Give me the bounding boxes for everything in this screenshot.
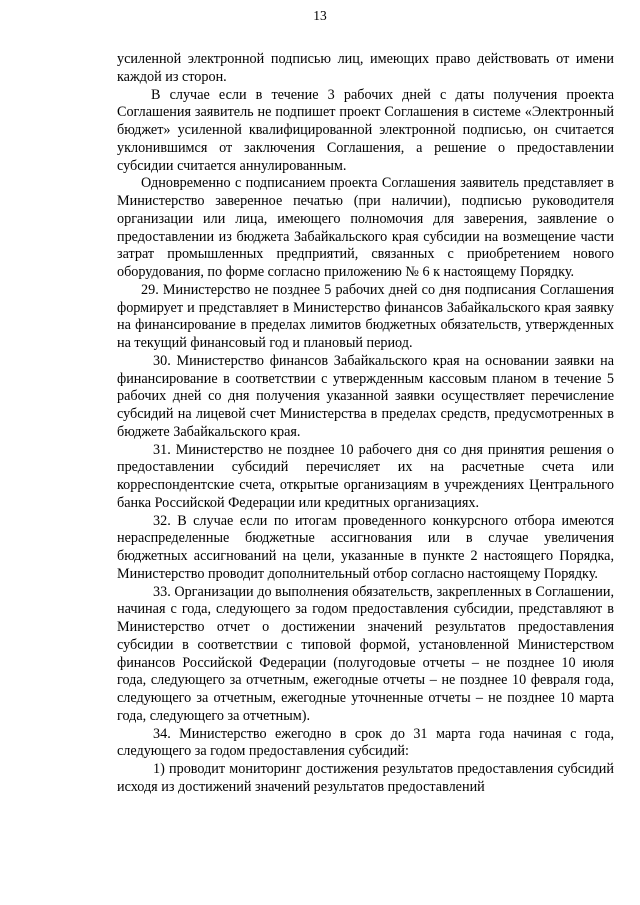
paragraph: 32. В случае если по итогам проведенного конкурсного отбора имеются нераспределенные бюджетные ассигнования или в случае увеличения бюджетных ассигнований на цели, указанные в пункте 2 настоящего Порядка, Министерство проводит дополнительный отбор согласно настоящему Порядку. (117, 512, 614, 582)
document-body (117, 51, 614, 797)
paragraph: В случае если в течение 3 рабочих дней с даты получения проекта Соглашения заявитель не подпишет проект Соглашения в системе «Электронный бюджет» усиленной квалифицированной электронной подписью, он считается уклонившимся от заключения Соглашения, а решение о предоставлении субсидии считается аннулированным. (117, 86, 614, 174)
paragraph: 30. Министерство финансов Забайкальского края на основании заявки на финансирование в соответствии с утвержденным кассовым планом в течение 5 рабочих дней со дня получения указанной заявки осуществляет перечисление субсидий на лицевой счет Министерства в пределах средств, предусмотренных в бюджете Забайкальского края. (117, 352, 614, 440)
page-number: 13 (313, 8, 327, 23)
paragraph: Одновременно с подписанием проекта Соглашения заявитель представляет в Министерство заверенное печатью (при наличии), подписью руководителя организации или лица, имеющего полномочия для заверения, заявление о предоставлении из бюджета Забайкальского края субсидии на возмещение части затрат промышленных предприятий, связанных с приобретением нового оборудования, по форме согласно приложению № 6 к настоящему Порядку. (117, 175, 614, 280)
paragraph: 34. Министерство ежегодно в срок до 31 марта года начиная с года, следующего за годом предоставления субсидий: (117, 725, 614, 760)
paragraph: 33. Организации до выполнения обязательств, закрепленных в Соглашении, начиная с года, следующего за годом предоставления субсидии, представляют в Министерство отчет о достижении значений результатов предоставления субсидии в соответствии с типовой формой, установленной Министерством финансов Российской Федерации (полугодовые отчеты – не позднее 10 июля года, следующего за отчетным, ежегодные отчеты – не позднее 10 февраля года, следующего за отчетным, ежегодные уточненные отчеты – не позднее 10 марта года, следующего за отчетным). (117, 583, 614, 724)
paragraph: 1) проводит мониторинг достижения результатов предоставления субсидий исходя из достижений значений результатов предоставлений (117, 761, 614, 795)
paragraph: 29. Министерство не позднее 5 рабочих дней со дня подписания Соглашения формирует и представляет в Министерство финансов Забайкальского края заявку на финансирование в пределах лимитов бюджетных обязательств, утвержденных на текущий финансовый год и плановый период. (117, 281, 614, 351)
paragraph: 31. Министерство не позднее 10 рабочего дня со дня принятия решения о предоставлении субсидий перечисляет их на расчетные счета или корреспондентские счета, открытые организациям в учреждениях Центрального банка Российской Федерации или кредитных организациях. (117, 441, 614, 511)
paragraph: усиленной электронной подписью лиц, имеющих право действовать от имени каждой из сторон. (117, 51, 614, 85)
